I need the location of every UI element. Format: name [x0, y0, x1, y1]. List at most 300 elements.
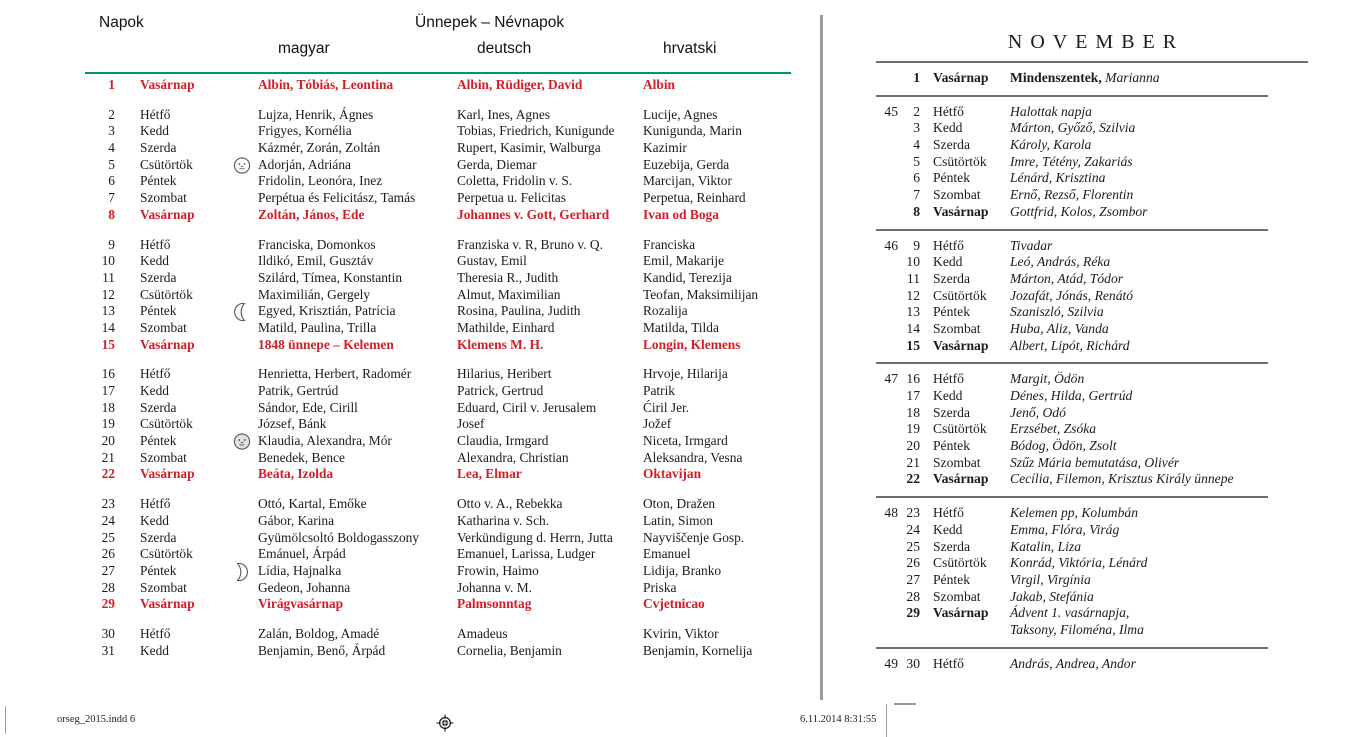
- day-name: Kedd: [933, 521, 963, 537]
- namedays-magyar: Adorján, Adriána: [258, 156, 351, 172]
- namedays-magyar: Gyümölcsoltó Boldogasszony: [258, 529, 420, 545]
- day-name: Vasárnap: [140, 77, 195, 92]
- namedays-text: Márton, Győző, Szilvia: [1010, 120, 1136, 136]
- day-number: 28: [906, 588, 920, 604]
- day-number: 8: [913, 203, 920, 219]
- day-name: Péntek: [933, 438, 970, 454]
- namedays-deutsch: Gustav, Emil: [457, 253, 527, 269]
- moon-column-spacer: [230, 416, 258, 433]
- day-name: Vasárnap: [933, 605, 989, 621]
- calendar-row-day-3: [85, 123, 797, 140]
- print-timestamp: 6.11.2014 8:31:55: [800, 714, 877, 725]
- calendar-row-day-2: [876, 104, 1268, 121]
- day-name: Péntek: [140, 562, 177, 578]
- namedays-text: András, Andrea, Andor: [1010, 655, 1136, 671]
- namedays-text: Margit, Ödön: [1010, 371, 1085, 387]
- namedays-hrvatski: Hrvoje, Hilarija: [643, 366, 728, 382]
- namedays-hrvatski: Emanuel: [643, 546, 691, 562]
- calendar-row-day-30: [85, 626, 797, 643]
- namedays-hrvatski: Rozalija: [643, 303, 688, 319]
- namedays-hrvatski: Oton, Dražen: [643, 496, 716, 512]
- day-name: Vasárnap: [140, 336, 195, 352]
- namedays-deutsch: Franziska v. R, Bruno v. Q.: [457, 236, 603, 252]
- namedays-hrvatski: Jožef: [643, 416, 672, 432]
- calendar-row-day-31: [85, 643, 797, 660]
- day-name: Hétfő: [933, 505, 964, 521]
- namedays: [1010, 522, 1268, 539]
- day-number: 8: [108, 206, 115, 222]
- moon-column-spacer: [230, 107, 258, 124]
- namedays-hrvatski: Aleksandra, Vesna: [643, 449, 743, 465]
- calendar-row-day-8: [876, 204, 1268, 221]
- namedays-deutsch: Hilarius, Heribert: [457, 366, 552, 382]
- month-title: NOVEMBER: [1007, 31, 1185, 53]
- namedays: [1010, 388, 1268, 405]
- namedays-text: Leó, András, Réka: [1010, 254, 1111, 270]
- week-number: [876, 137, 898, 154]
- last-quarter-icon: [230, 303, 258, 320]
- namedays: [1010, 70, 1268, 87]
- calendar-row-day-19: [876, 421, 1268, 438]
- week-number: [876, 555, 898, 572]
- namedays-hrvatski: Lidija, Branko: [643, 562, 722, 578]
- calendar-row-day-5: [85, 157, 797, 174]
- namedays-deutsch: Rosina, Paulina, Judith: [457, 303, 581, 319]
- day-number: 9: [108, 236, 115, 252]
- calendar-row-day-7: [876, 187, 1268, 204]
- day-number: 21: [101, 449, 115, 465]
- week-number: [876, 438, 898, 455]
- day-number: 24: [101, 512, 115, 528]
- column-header-deutsch: deutsch: [477, 40, 532, 57]
- day-number: 14: [906, 320, 920, 336]
- namedays-text: Emma, Flóra, Virág: [1010, 521, 1120, 537]
- calendar-row-day-9: [876, 238, 1268, 255]
- week-number: [876, 589, 898, 606]
- day-number: 22: [906, 471, 920, 487]
- day-name: Hétfő: [933, 103, 964, 119]
- moon-column-spacer: [230, 320, 258, 337]
- namedays-deutsch: Josef: [457, 416, 485, 432]
- namedays-hrvatski: Franciska: [643, 236, 696, 252]
- calendar-row-day-20: [876, 438, 1268, 455]
- new-moon-face-icon: [230, 433, 258, 450]
- day-name: Kedd: [140, 383, 170, 398]
- day-number: 15: [906, 337, 920, 353]
- week-block: [876, 63, 1268, 97]
- week-block: [876, 498, 1268, 649]
- namedays-hrvatski: Euzebija, Gerda: [643, 156, 730, 172]
- calendar-row-day-16: [876, 371, 1268, 388]
- week-number-spacer: [876, 622, 898, 639]
- namedays-hrvatski: Kunigunda, Marin: [643, 123, 742, 139]
- calendar-row-day-6: [876, 170, 1268, 187]
- day-number: 25: [906, 538, 920, 554]
- left-table: [85, 77, 797, 659]
- namedays: [1010, 120, 1268, 137]
- namedays-text: Marianna: [1105, 70, 1160, 85]
- day-name: Csütörtök: [933, 421, 987, 437]
- week-number: [876, 572, 898, 589]
- namedays-text: Ernő, Rezső, Florentin: [1010, 187, 1134, 203]
- calendar-row-day-25: [876, 539, 1268, 556]
- week-number: [876, 187, 898, 204]
- namedays: [1010, 505, 1268, 522]
- namedays-magyar: Emánuel, Árpád: [258, 546, 346, 562]
- first-quarter-icon: [230, 563, 258, 580]
- march-namedays-panel: [85, 14, 797, 659]
- day-name: Csütörtök: [933, 287, 987, 303]
- namedays: [1010, 405, 1268, 422]
- namedays-hrvatski: Longin, Klemens: [643, 336, 741, 352]
- week-number: [876, 154, 898, 171]
- day-name: Szerda: [140, 529, 177, 545]
- calendar-row-day-10: [876, 254, 1268, 271]
- namedays-hrvatski: Matilda, Tilda: [643, 319, 719, 335]
- namedays-magyar: Kázmér, Zorán, Zoltán: [258, 140, 381, 156]
- week-number: [876, 421, 898, 438]
- calendar-row-day-13: [85, 303, 797, 320]
- moon-column-spacer: [230, 626, 258, 643]
- namedays: [1010, 438, 1268, 455]
- namedays-magyar: Gábor, Karina: [258, 512, 335, 528]
- day-number: 12: [101, 286, 115, 302]
- day-name: Csütörtök: [933, 555, 987, 571]
- day-number: 26: [906, 555, 920, 571]
- day-name: Péntek: [933, 571, 970, 587]
- day-number: 20: [906, 438, 920, 454]
- namedays-deutsch: Coletta, Fridolin v. S.: [457, 173, 573, 189]
- day-name: Szombat: [140, 190, 187, 206]
- calendar-row-day-25: [85, 530, 797, 547]
- namedays: [1010, 605, 1268, 622]
- calendar-row-day-17: [876, 388, 1268, 405]
- namedays-deutsch: Albin, Rüdiger, David: [457, 77, 583, 92]
- namedays-deutsch: Theresia R., Judith: [457, 269, 559, 285]
- calendar-row-day-6: [85, 173, 797, 190]
- calendar-row-day-24: [876, 522, 1268, 539]
- page-gutter-divider: [820, 15, 823, 700]
- namedays-magyar: Lujza, Henrik, Ágnes: [258, 106, 374, 122]
- namedays: [1010, 288, 1268, 305]
- calendar-row-day-2: [85, 107, 797, 124]
- namedays-magyar: Virágvasárnap: [258, 596, 344, 612]
- column-header-hrvatski: hrvatski: [663, 40, 717, 57]
- day-number: 19: [101, 416, 115, 432]
- calendar-row-day-28: [85, 580, 797, 597]
- day-name: Szerda: [140, 140, 177, 156]
- calendar-row-day-28: [876, 589, 1268, 606]
- week-number: [876, 304, 898, 321]
- namedays-deutsch: Tobias, Friedrich, Kunigunde: [457, 123, 615, 139]
- day-number: 6: [108, 173, 115, 189]
- day-number: 21: [906, 454, 920, 470]
- week-number: 49: [884, 655, 898, 671]
- day-name: Péntek: [933, 304, 970, 320]
- page-title: Ünnepek – Névnapok: [415, 14, 565, 31]
- day-name: Szombat: [933, 187, 981, 203]
- namedays-text: Albert, Lipót, Richárd: [1010, 337, 1130, 353]
- moon-column-spacer: [230, 383, 258, 400]
- day-number: 22: [101, 466, 115, 482]
- namedays-magyar: Lídia, Hajnalka: [258, 562, 342, 578]
- day-number: 2: [913, 103, 920, 119]
- calendar-row-day-21: [85, 450, 797, 467]
- namedays-text: Virgil, Virgínia: [1010, 571, 1091, 587]
- namedays-hrvatski: Nayviščenje Gosp.: [643, 529, 745, 545]
- namedays-magyar: Gedeon, Johanna: [258, 579, 351, 595]
- namedays-text: Katalin, Liza: [1010, 538, 1082, 554]
- calendar-row-day-18: [876, 405, 1268, 422]
- column-header-magyar: magyar: [278, 40, 330, 57]
- namedays: [1010, 471, 1268, 488]
- namedays-magyar: Benjamin, Benő, Árpád: [258, 642, 386, 658]
- calendar-row-day-3: [876, 120, 1268, 137]
- namedays-deutsch: Gerda, Diemar: [457, 156, 537, 172]
- namedays-magyar: Albin, Tóbiás, Leontina: [258, 77, 394, 92]
- day-number: 20: [101, 433, 115, 449]
- day-name: Csütörtök: [140, 416, 193, 432]
- week-group: [85, 366, 797, 483]
- calendar-row-day-23: [876, 505, 1268, 522]
- calendar-row-day-11: [876, 271, 1268, 288]
- namedays-deutsch: Amadeus: [457, 625, 508, 641]
- day-name: Szerda: [933, 137, 970, 153]
- day-name: Kedd: [933, 388, 963, 403]
- namedays: [1010, 170, 1268, 187]
- namedays: [1010, 539, 1268, 556]
- namedays: [1010, 555, 1268, 572]
- namedays-text: Károly, Karola: [1010, 137, 1092, 153]
- day-number: 30: [906, 655, 920, 671]
- day-number: 1: [108, 77, 115, 92]
- moon-column-spacer: [230, 207, 258, 224]
- crop-mark: [886, 704, 887, 737]
- namedays-deutsch: Klemens M. H.: [457, 336, 544, 352]
- crop-mark: [894, 703, 916, 705]
- week-number: [876, 120, 898, 137]
- calendar-row-day-5: [876, 154, 1268, 171]
- namedays-text: Lénárd, Krisztina: [1010, 170, 1106, 186]
- moon-column-spacer: [230, 337, 258, 354]
- week-number: 46: [884, 237, 898, 253]
- namedays: [1010, 321, 1268, 338]
- week-number: [876, 522, 898, 539]
- namedays-deutsch: Alexandra, Christian: [457, 449, 569, 465]
- day-name: Csütörtök: [140, 546, 193, 562]
- namedays: [1010, 137, 1268, 154]
- registration-mark-icon: [436, 714, 454, 732]
- week-number: [876, 605, 898, 622]
- namedays-text: Halottak napja: [1010, 103, 1092, 119]
- namedays-deutsch: Johanna v. M.: [457, 579, 533, 595]
- day-number: 17: [101, 383, 115, 398]
- namedays-text: Cecília, Filemon, Krisztus Király ünnepe: [1010, 471, 1234, 487]
- calendar-row-day-27: [876, 572, 1268, 589]
- week-block: [876, 97, 1268, 231]
- namedays: [1010, 254, 1268, 271]
- namedays-magyar: Sándor, Ede, Cirill: [258, 399, 358, 415]
- namedays-deutsch: Johannes v. Gott, Gerhard: [457, 206, 610, 222]
- calendar-row-day-15: [85, 337, 797, 354]
- day-name-spacer: [933, 622, 1010, 639]
- calendar-row-day-16: [85, 366, 797, 383]
- day-name: Péntek: [140, 433, 177, 449]
- namedays-text: Imre, Tétény, Zakariás: [1010, 153, 1133, 169]
- namedays: [1010, 271, 1268, 288]
- namedays-magyar: Matild, Paulina, Trilla: [258, 319, 377, 335]
- moon-column-spacer: [230, 643, 258, 660]
- week-block: [876, 231, 1268, 365]
- namedays: [1010, 589, 1268, 606]
- calendar-row-day-4: [876, 137, 1268, 154]
- namedays-hrvatski: Emil, Makarije: [643, 253, 725, 269]
- day-name: Vasárnap: [140, 206, 195, 222]
- day-name: Vasárnap: [933, 337, 989, 353]
- day-name: Hétfő: [140, 366, 171, 382]
- day-number: 7: [913, 187, 920, 203]
- moon-column-spacer: [230, 190, 258, 207]
- calendar-row-day-19: [85, 416, 797, 433]
- day-name: Hétfő: [140, 106, 171, 122]
- week-number: [876, 471, 898, 488]
- days-column-heading: Napok: [99, 14, 144, 31]
- moon-column-spacer: [230, 77, 258, 94]
- namedays-magyar: Patrik, Gertrúd: [258, 383, 339, 398]
- namedays-deutsch: Patrick, Gertrud: [457, 383, 544, 398]
- namedays-hrvatski: Oktavijan: [643, 466, 702, 482]
- week-number: 45: [884, 103, 898, 119]
- namedays: [1010, 572, 1268, 589]
- day-number: 28: [101, 579, 115, 595]
- day-name: Szerda: [140, 399, 177, 415]
- day-number: 6: [913, 170, 920, 186]
- namedays-hrvatski: Priska: [643, 579, 677, 595]
- week-number: [876, 455, 898, 472]
- day-name: Vasárnap: [140, 596, 195, 612]
- namedays-text: Bódog, Ödön, Zsolt: [1010, 438, 1117, 454]
- day-number: 23: [101, 496, 115, 512]
- calendar-row-day-15: [876, 338, 1268, 355]
- namedays-deutsch: Cornelia, Benjamin: [457, 642, 562, 658]
- day-name: Hétfő: [933, 655, 964, 671]
- moon-column-spacer: [230, 580, 258, 597]
- day-number: 16: [101, 366, 115, 382]
- day-name: Hétfő: [140, 625, 171, 641]
- namedays-hrvatski: Niceta, Irmgard: [643, 433, 728, 449]
- calendar-row-day-30: [876, 656, 1268, 673]
- day-name: Kedd: [140, 123, 170, 139]
- namedays-text: Dénes, Hilda, Gertrúd: [1010, 388, 1133, 403]
- namedays-text: Ádvent 1. vasárnapja,: [1010, 605, 1130, 621]
- namedays-hrvatski: Benjamin, Kornelija: [643, 642, 753, 658]
- day-number: 29: [101, 596, 115, 612]
- namedays-deutsch: Otto v. A., Rebekka: [457, 496, 563, 512]
- calendar-row-day-29: [876, 605, 1268, 622]
- namedays-magyar: Frigyes, Kornélia: [258, 123, 352, 139]
- day-name: Péntek: [140, 173, 177, 189]
- day-number: 4: [913, 137, 920, 153]
- week-group: [85, 77, 797, 94]
- namedays-hrvatski: Patrik: [643, 383, 675, 398]
- day-number: 24: [906, 521, 920, 537]
- day-name: Szombat: [933, 588, 981, 604]
- day-number: 9: [913, 237, 920, 253]
- namedays-magyar: Benedek, Bence: [258, 449, 345, 465]
- day-name: Szombat: [933, 454, 981, 470]
- day-number: 13: [101, 303, 115, 319]
- day-name: Vasárnap: [933, 471, 989, 487]
- week-group: [85, 107, 797, 224]
- namedays-hrvatski: Teofan, Maksimilijan: [643, 286, 759, 302]
- day-name: Szerda: [933, 404, 970, 420]
- calendar-row-day-12: [85, 287, 797, 304]
- namedays-deutsch: Frowin, Haimo: [457, 562, 539, 578]
- namedays: [1010, 238, 1268, 255]
- namedays-text: Szaniszló, Szilvia: [1010, 304, 1104, 320]
- calendar-row-day-14: [85, 320, 797, 337]
- calendar-row-day-18: [85, 400, 797, 417]
- week-number: [876, 288, 898, 305]
- calendar-row-day-13: [876, 304, 1268, 321]
- namedays-hrvatski: Kazimir: [643, 140, 687, 156]
- day-name: Csütörtök: [140, 286, 193, 302]
- namedays-deutsch: Karl, Ines, Agnes: [457, 106, 550, 122]
- calendar-row-day-1: [876, 70, 1268, 87]
- calendar-row-day-8: [85, 207, 797, 224]
- calendar-row-day-26: [876, 555, 1268, 572]
- november-panel: [876, 30, 1308, 680]
- week-number: [876, 321, 898, 338]
- namedays-deutsch: Lea, Elmar: [457, 466, 522, 482]
- calendar-row-day-21: [876, 455, 1268, 472]
- day-number: 13: [906, 304, 920, 320]
- namedays-text: Huba, Aliz, Vanda: [1010, 320, 1109, 336]
- namedays-magyar: Klaudia, Alexandra, Mór: [258, 433, 392, 449]
- namedays-magyar: 1848 ünnepe – Kelemen: [258, 336, 394, 352]
- day-number: 12: [906, 287, 920, 303]
- day-name: Péntek: [933, 170, 970, 186]
- namedays-text: Jakab, Stefánia: [1010, 588, 1094, 604]
- day-number: 2: [108, 106, 115, 122]
- namedays: [1010, 455, 1268, 472]
- namedays-continued: Taksony, Filoména, Ilma: [1010, 621, 1144, 637]
- day-number-spacer: [898, 622, 920, 639]
- day-number: 10: [906, 254, 920, 270]
- namedays: [1010, 371, 1268, 388]
- namedays-hrvatski: Cvjetnicao: [643, 596, 705, 612]
- day-number: 15: [101, 336, 115, 352]
- week-number: 48: [884, 505, 898, 521]
- week-block: [876, 364, 1268, 498]
- calendar-row-day-9: [85, 237, 797, 254]
- day-number: 10: [101, 253, 115, 269]
- moon-column-spacer: [230, 237, 258, 254]
- document-filename: orseg_2015.indd 6: [57, 714, 136, 725]
- week-number: [876, 388, 898, 405]
- day-number: 7: [108, 190, 115, 206]
- calendar-row-day-23: [85, 496, 797, 513]
- namedays-magyar: Perpétua és Felicitász, Tamás: [258, 190, 416, 206]
- namedays-magyar: Ildikó, Emil, Gusztáv: [258, 253, 374, 269]
- day-name: Szombat: [140, 319, 187, 335]
- namedays-magyar: Zalán, Boldog, Amadé: [258, 625, 380, 641]
- calendar-row-day-12: [876, 288, 1268, 305]
- green-header-rule: [85, 72, 791, 74]
- day-number: 27: [101, 562, 115, 578]
- day-name: Hétfő: [933, 371, 964, 387]
- day-number: 25: [101, 529, 115, 545]
